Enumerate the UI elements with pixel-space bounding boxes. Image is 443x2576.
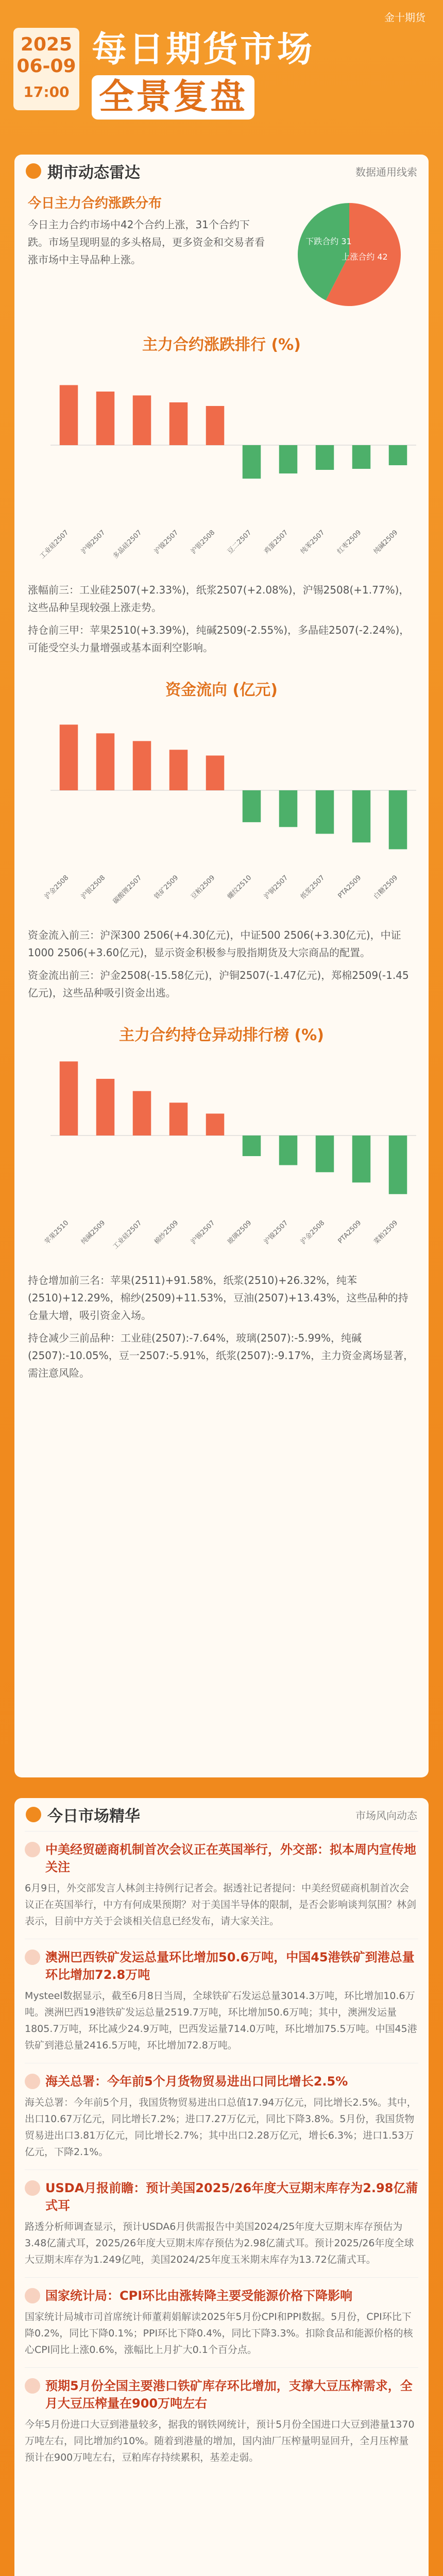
title-line1: 每日期货市场 xyxy=(92,29,315,70)
oi-up: 持仓增加前三名：苹果(2511)+91.58%，纸浆(2510)+26.32%，纯苯(2510)+12.29%，棉纱(2509)+11.53%，豆油(2507)+13.43%，这些品种的持仓量大增，吸引资金入场。 xyxy=(28,1274,408,1321)
news-bullet-icon xyxy=(25,2378,40,2394)
rise-line: 涨幅前三：工业硅2507(+2.33%)，纸浆2507(+2.08%)，沪锡2508(+1.77%)，这些品种呈现较强上涨走势。 xyxy=(28,584,410,614)
news-headline[interactable]: 中美经贸磋商机制首次会议正在英国举行，外交部：拟本周内宣传地关注 xyxy=(25,1841,418,1876)
bar-category-label: 棉纱2509 xyxy=(152,1219,180,1246)
news-body: 海关总署：今年前5个月，我国货物贸易进出口总值17.94万亿元，同比增长2.5%。其中，出口10.67万亿元，同比增长7.2%；进口7.27万亿元，同比下降3.8%。5月份，我国货物贸易进出口3.81万亿元，同比增长2.7%；其中出口2.28万亿元，增长6.3%；进口1.53万亿元，下降2.1%。 xyxy=(25,2097,417,2158)
bar xyxy=(389,790,407,849)
bar xyxy=(389,1136,407,1194)
bar-category-label: PTA2509 xyxy=(336,1219,363,1245)
bar-category-label: 沪金2508 xyxy=(43,874,71,901)
news-item xyxy=(25,2170,418,2277)
bar xyxy=(96,733,115,790)
news-body: 今年5月份进口大豆到港量较多，据我的钢铁网统计，预计5月份全国进口大豆到港量1370万吨左右，同比增加约10%。随着到港量的增加，国内油厂压榨量明显回升，全月压榨量预计在900万吨左右，豆粕库存持续累积，基差走弱。 xyxy=(25,2419,415,2463)
rank-title: 主力合约涨跌排行 (%) xyxy=(142,336,301,354)
flow-title: 资金流向 (亿元) xyxy=(165,681,278,699)
pie-label-up: 上涨合约 42 xyxy=(342,252,388,262)
bar xyxy=(352,790,371,842)
bar-category-label: 纯碱2509 xyxy=(372,529,400,556)
bar-category-label: 鸡蛋2507 xyxy=(262,529,290,556)
bar xyxy=(243,1136,261,1156)
bar xyxy=(169,402,188,445)
section-header xyxy=(14,155,429,188)
bar xyxy=(316,1136,334,1172)
news-list xyxy=(14,1831,429,2475)
bar xyxy=(206,1114,225,1136)
news-item xyxy=(25,1831,418,1939)
bar xyxy=(243,445,261,479)
section-title: 今日市场精华 xyxy=(47,1807,140,1825)
bar-category-label: 铁矿2509 xyxy=(152,874,180,901)
bar xyxy=(352,445,371,469)
pie-label-down: 下跌合约 31 xyxy=(305,236,352,246)
bar xyxy=(316,790,334,834)
bar xyxy=(279,1136,298,1165)
bar-category-label: 沪银2508 xyxy=(79,874,107,901)
news-headline[interactable]: 海关总署：今年前5个月货物贸易进出口同比增长2.5% xyxy=(25,2073,418,2090)
time: 17:00 xyxy=(23,83,70,100)
bar-category-label: 豆粕2509 xyxy=(189,874,217,901)
news-headline[interactable]: 预期5月份全国主要港口铁矿库存环比增加，支撑大豆压榨需求，全月大豆压榨量在900万吨左右 xyxy=(25,2377,418,2412)
bar xyxy=(316,445,334,470)
news-bullet-icon xyxy=(25,2288,40,2303)
bar xyxy=(243,790,261,822)
news-bullet-icon xyxy=(25,1842,40,1857)
news-body: 路透分析师调查显示，预计USDA6月供需报告中美国2024/25年度大豆期末库存预估为3.48亿蒲式耳，2025/26年度大豆期末库存预估为2.98亿蒲式耳。预计2025/26年度全球大豆期末库存为1.249亿吨，美国2024/25年度玉米期末库存为13.72亿蒲式耳。 xyxy=(25,2221,414,2265)
news-section xyxy=(14,1798,429,2576)
bar-category-label: 纯苯2507 xyxy=(299,529,327,556)
bar-category-label: 玻璃2509 xyxy=(226,1219,253,1246)
header xyxy=(0,0,443,155)
news-body: 国家统计局城市司首席统计师董莉娟解读2025年5月份CPI和PPI数据。5月份，CPI环比下降0.2%，同比下降0.1%；PPI环比下降0.4%，同比下降3.3%。扣除食品和能源价格的核心CPI同比上涨0.6%，涨幅比上月扩大0.1个百分点。 xyxy=(25,2311,413,2355)
news-headline[interactable]: 澳洲巴西铁矿发运总量环比增加50.6万吨，中国45港铁矿到港总量环比增加72.8万吨 xyxy=(25,1948,418,1984)
rank-bar-chart xyxy=(14,358,429,579)
flow-bar-chart xyxy=(14,703,429,924)
distribution-pie xyxy=(282,193,416,321)
bar-category-label: 纸浆2507 xyxy=(299,874,327,901)
bar-category-label: 苹果2510 xyxy=(43,1219,71,1246)
bar-category-label: 菜粕2509 xyxy=(372,1219,400,1246)
section-title: 期市动态雷达 xyxy=(47,164,140,182)
bar-category-label: 沪银2508 xyxy=(189,529,217,556)
brand: 金十期货 xyxy=(384,11,425,24)
news-body: Mysteel数据显示，截至6月8日当周，全球铁矿石发运总量3014.3万吨，环比增加10.6万吨。澳洲巴西19港铁矿发运总量2519.7万吨，环比增加50.6万吨；其中，澳洲发运量1805.7万吨，环比减少24.9万吨，巴西发运量714.0万吨，环比增加75.5万吨。中国45港铁矿到港总量2416.5万吨，环比增加72.8万吨。 xyxy=(25,1990,417,2051)
hold-line: 持仓前三甲：苹果2510(+3.39%)，纯碱2509(-2.55%)，多晶硅2507(-2.24%)，可能受空头力量增强或基本面利空影响。 xyxy=(28,624,410,654)
news-item xyxy=(25,2063,418,2170)
bar-category-label: 螺纹2510 xyxy=(226,874,253,901)
bar xyxy=(389,445,407,465)
news-bullet-icon xyxy=(25,2074,40,2089)
bar xyxy=(352,1136,371,1182)
date: 06-09 xyxy=(16,56,76,77)
bar xyxy=(169,1103,188,1136)
bar-category-label: 工业硅2507 xyxy=(111,1219,144,1251)
news-item xyxy=(25,2367,418,2475)
section-header xyxy=(14,1798,429,1831)
bar-category-label: 沪锡2507 xyxy=(79,529,107,556)
page-title xyxy=(92,28,314,120)
bar-category-label: 豆二2507 xyxy=(226,529,253,556)
bar xyxy=(279,445,298,473)
news-item xyxy=(25,1939,418,2063)
bar xyxy=(206,756,225,791)
news-bullet-icon xyxy=(25,2180,40,2196)
bar-category-label: 沪铜2507 xyxy=(262,874,290,901)
oi-bar-chart xyxy=(14,1048,429,1269)
radar-section xyxy=(14,155,429,1777)
news-icon xyxy=(26,1807,41,1822)
bar xyxy=(60,1061,78,1136)
in-line: 资金流入前三：沪深300 2506(+4.30亿元)，中证500 2506(+3.30亿元)，中证1000 2506(+3.60亿元)，显示资金积极参与股指期货及大宗商品的配置。 xyxy=(28,929,401,959)
bar-category-label: 沪镍2507 xyxy=(152,529,180,556)
bar xyxy=(169,750,188,790)
date-badge xyxy=(13,28,79,110)
bar xyxy=(279,790,298,827)
news-bullet-icon xyxy=(25,1950,40,1965)
bar xyxy=(206,406,225,445)
title-line2: 全景复盘 xyxy=(92,75,254,120)
year: 2025 xyxy=(20,34,73,55)
news-headline[interactable]: USDA月报前瞻：预计美国2025/26年度大豆期末库存为2.98亿蒲式耳 xyxy=(25,2179,418,2214)
out-line: 资金流出前三：沪金2508(-15.58亿元)，沪铜2507(-1.47亿元)，郑棉2509(-1.45亿元)，这些品种吸引资金出逃。 xyxy=(28,969,409,999)
bar xyxy=(133,1091,151,1136)
bar-category-label: 纯碱2509 xyxy=(79,1219,107,1246)
dist-text: 今日主力合约市场中42个合约上涨，31个合约下跌。市场呈现明显的多头格局，更多资金和交易者看涨市场中主导品种上涨。 xyxy=(28,218,265,266)
bar-category-label: 沪金2508 xyxy=(299,1219,327,1246)
bar-category-label: 沪锡2507 xyxy=(189,1219,217,1246)
news-headline[interactable]: 国家统计局：CPI环比由涨转降主要受能源价格下降影响 xyxy=(25,2287,418,2304)
bar-category-label: 红枣2509 xyxy=(335,529,363,556)
bar xyxy=(96,1079,115,1136)
bar xyxy=(96,392,115,445)
news-item xyxy=(25,2277,418,2367)
bar-category-label: 沪镍2507 xyxy=(262,1219,290,1246)
bar-category-label: PTA2509 xyxy=(336,874,363,900)
radar-icon xyxy=(26,163,41,179)
bar xyxy=(133,741,151,790)
bar-category-label: 碳酸锂2507 xyxy=(111,874,144,906)
dist-title: 今日主力合约涨跌分布 xyxy=(28,196,162,211)
section-source: 数据通用线索 xyxy=(355,165,417,178)
bar-category-label: 工业硅2507 xyxy=(38,529,71,561)
news-body: 6月9日，外交部发言人林剑主持例行记者会。据透社记者提问：中美经贸磋商机制首次会议正在英国举行，中方有何成果预期？对于美国半导体的限制，是否会影响谈判氛围？林剑表示，目前中方关于会谈相关信息已经发布，请大家关注。 xyxy=(25,1883,417,1927)
bar-category-label: 多晶硅2507 xyxy=(111,529,144,561)
bar xyxy=(60,385,78,446)
bar xyxy=(133,396,151,446)
bar xyxy=(60,725,78,791)
bar-category-label: 白糖2509 xyxy=(372,874,400,901)
oi-down: 持仓减少三前品种：工业硅(2507):-7.64%，玻璃(2507):-5.99%，纯碱(2507):-10.05%，豆一2507:-5.91%，纸浆(2507):-9.17%，主力资金离场显著，需注意风险。 xyxy=(28,1332,414,1379)
section-source: 市场风向动态 xyxy=(355,1809,417,1822)
oi-title: 主力合约持仓异动排行榜 (%) xyxy=(119,1026,324,1044)
